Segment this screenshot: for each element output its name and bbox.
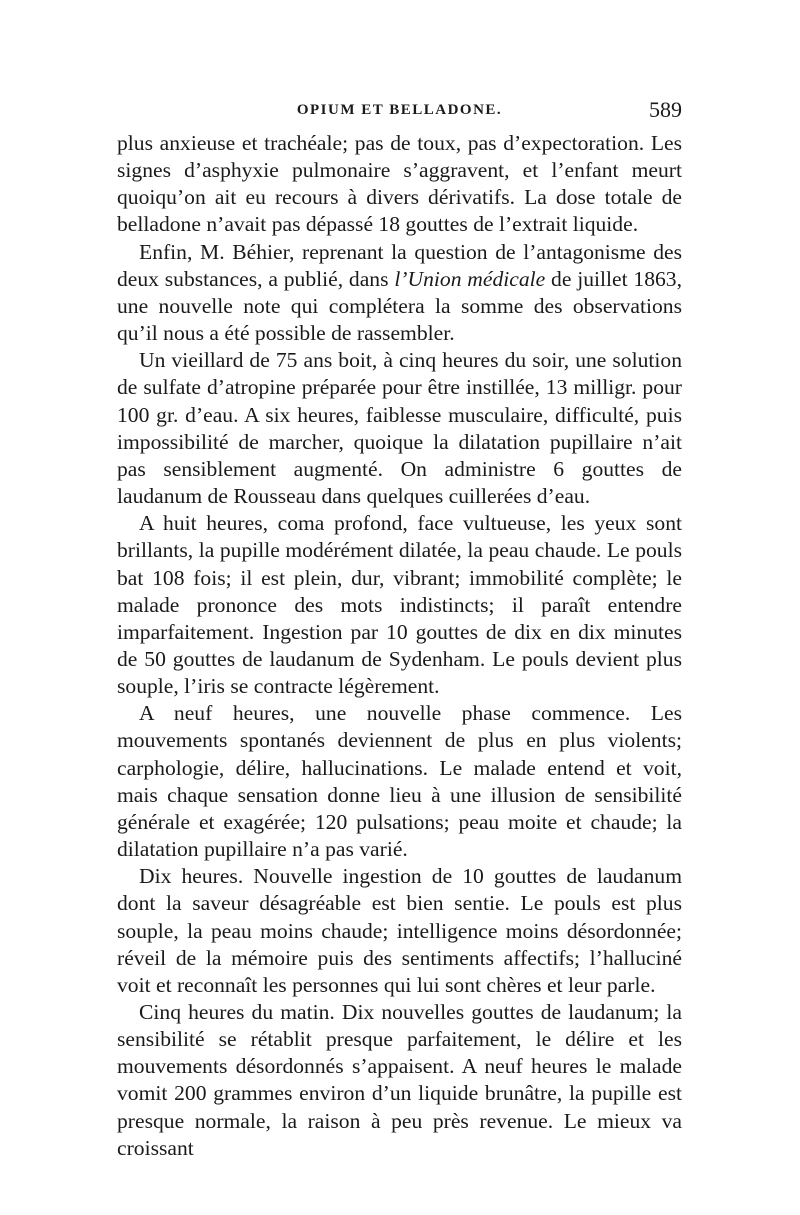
page-body xyxy=(117,130,682,1162)
paragraph-text: Enfin, M. Béhier, reprenant la question de l’antagonisme des deux substances, a publié, dans xyxy=(117,239,682,291)
paragraph: Dix heures. Nouvelle ingestion de 10 gouttes de laudanum dont la saveur désagréable est bien sentie. Le pouls est plus souple, la peau moins chaude; intelligence moins désordonnée; réveil de la mémoire puis des sentiments affectifs; l’halluciné voit et reconnaît les personnes qui lui sont chères et leur parle. xyxy=(117,864,682,997)
page-header xyxy=(117,97,682,128)
paragraph: A huit heures, coma profond, face vultueuse, les yeux sont brillants, la pupille modérément dilatée, la peau chaude. Le pouls bat 108 fois; il est plein, dur, vibrant; immobilité complète; le malade prononce des mots indistincts; il paraît entendre imparfaitement. Ingestion par 10 gouttes de dix en dix minutes de 50 gouttes de laudanum de Sydenham. Le pouls devient plus souple, l’iris se contracte légèrement. xyxy=(117,511,682,699)
running-title: OPIUM ET BELLADONE. xyxy=(296,102,503,118)
page-number: 589 xyxy=(649,97,682,122)
paragraph: Cinq heures du matin. Dix nouvelles gouttes de laudanum; la sensibilité se rétablit presque parfaitement, le délire et les mouvements désordonnés s’appaisent. A neuf heures le malade vomit 200 grammes environ d’un liquide brunâtre, la pupille est presque normale, la raison à peu près revenue. Le mieux va croissant xyxy=(117,1000,682,1160)
paragraph xyxy=(117,239,682,348)
paragraph: plus anxieuse et trachéale; pas de toux, pas d’expectoration. Les signes d’asphyxie pulmonaire s’aggravent, et l’enfant meurt quoiqu’on ait eu recours à divers dérivatifs. La dose totale de belladone n’avait pas dépassé 18 gouttes de l’extrait liquide. xyxy=(117,131,682,237)
journal-title: l’Union médicale xyxy=(394,266,546,291)
paragraph: A neuf heures, une nouvelle phase commence. Les mouvements spontanés deviennent de plus en plus violents; carphologie, délire, hallucinations. Le malade entend et voit, mais chaque sensation donne lieu à une illusion de sensibilité générale et exagérée; 120 pulsations; peau moite et chaude; la dilatation pupillaire n’a pas varié. xyxy=(117,701,682,862)
paragraph-text: de juillet 1863, une nouvelle note qui complétera la somme des observations qu’il nous a été possible de rassembler. xyxy=(117,266,682,346)
paragraph: Un vieillard de 75 ans boit, à cinq heures du soir, une solution de sulfate d’atropine préparée pour être instillée, 13 milligr. pour 100 gr. d’eau. A six heures, faiblesse musculaire, difficulté, puis impossibilité de marcher, quoique la dilatation pupillaire n’ait pas sensiblement augmenté. On administre 6 gouttes de laudanum de Rousseau dans quelques cuillerées d’eau. xyxy=(117,348,682,509)
